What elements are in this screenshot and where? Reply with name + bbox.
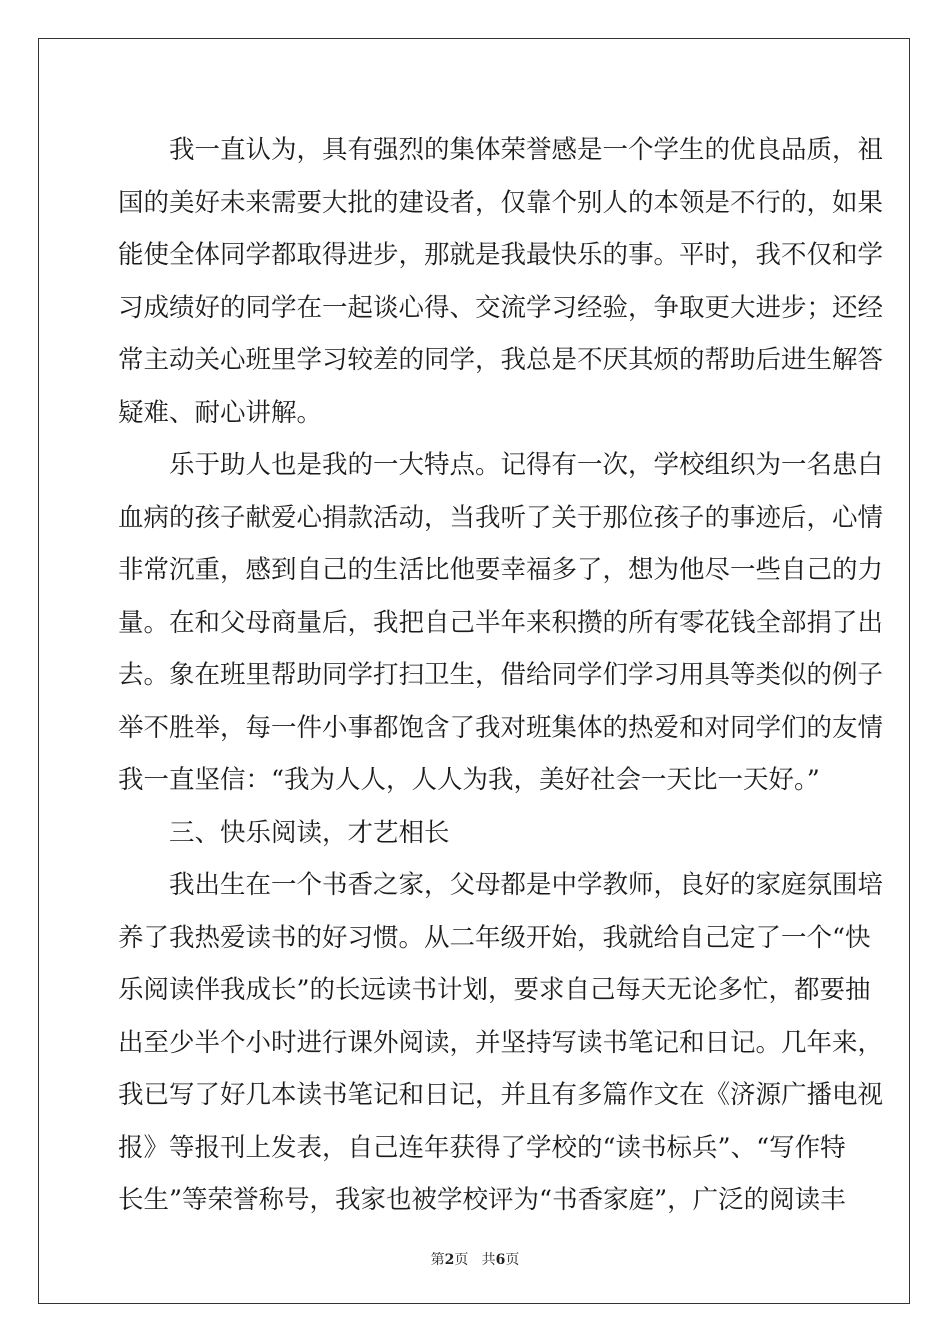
total-page-number: 6: [495, 1252, 506, 1268]
page-footer: [0, 1249, 950, 1269]
text-line: 我一直认为，具有强烈的集体荣誉感是一个学生的优良品质，祖: [169, 135, 884, 165]
text-line: 常主动关心班里学习较差的同学，我总是不厌其烦的帮助后进生解答: [118, 345, 884, 375]
text-line: 量。在和父母商量后，我把自己半年来积攒的所有零花钱全部捐了出: [118, 607, 884, 638]
text-line: 我已写了好几本读书笔记和日记，并且有多篇作文在《济源广播电视: [118, 1080, 884, 1110]
text-line: 我一直坚信：“我为人人，人人为我，美好社会一天比一天好。”: [118, 765, 820, 795]
text-line: 疑难、耐心讲解。: [118, 397, 323, 428]
footer-prefix: 第: [430, 1252, 445, 1268]
section-heading: 三、快乐阅读，才艺相长: [169, 817, 450, 848]
text-line: 长生”等荣誉称号，我家也被学校评为“书香家庭”，广泛的阅读丰: [118, 1185, 846, 1215]
text-line: 国的美好未来需要大批的建设者，仅靠个别人的本领是不行的，如果: [118, 187, 884, 218]
footer-total-suffix: 页: [505, 1252, 520, 1268]
text-line: 乐阅读伴我成长”的长远读书计划，要求自己每天无论多忙，都要抽: [118, 975, 871, 1005]
footer-total-prefix: 共: [481, 1252, 496, 1268]
document-body: [118, 124, 884, 1227]
text-line: 我出生在一个书香之家，父母都是中学教师，良好的家庭氛围培: [169, 870, 884, 900]
text-line: 血病的孩子献爱心捐款活动，当我听了关于那位孩子的事迹后，心情: [118, 502, 884, 533]
text-line: 养了我热爱读书的好习惯。从二年级开始，我就给自己定了一个“快: [118, 922, 871, 953]
text-line: 报》等报刊上发表，自己连年获得了学校的“读书标兵”、“写作特: [118, 1132, 846, 1163]
text-line: 举不胜举，每一件小事都饱含了我对班集体的热爱和对同学们的友情: [118, 712, 884, 743]
text-line: 乐于助人也是我的一大特点。记得有一次，学校组织为一名患白: [169, 450, 884, 480]
text-line: 去。象在班里帮助同学打扫卫生，借给同学们学习用具等类似的例子: [118, 660, 884, 690]
current-page-number: 2: [444, 1252, 455, 1268]
text-line: 习成绩好的同学在一起谈心得、交流学习经验，争取更大进步；还经: [118, 292, 884, 323]
text-line: 出至少半个小时进行课外阅读，并坚持写读书笔记和日记。几年来，: [118, 1027, 884, 1058]
text-line: 能使全体同学都取得进步，那就是我最快乐的事。平时，我不仅和学: [118, 240, 884, 270]
text-line: 非常沉重，感到自己的生活比他要幸福多了，想为他尽一些自己的力: [118, 555, 884, 585]
footer-page-suffix: 页: [454, 1252, 469, 1268]
